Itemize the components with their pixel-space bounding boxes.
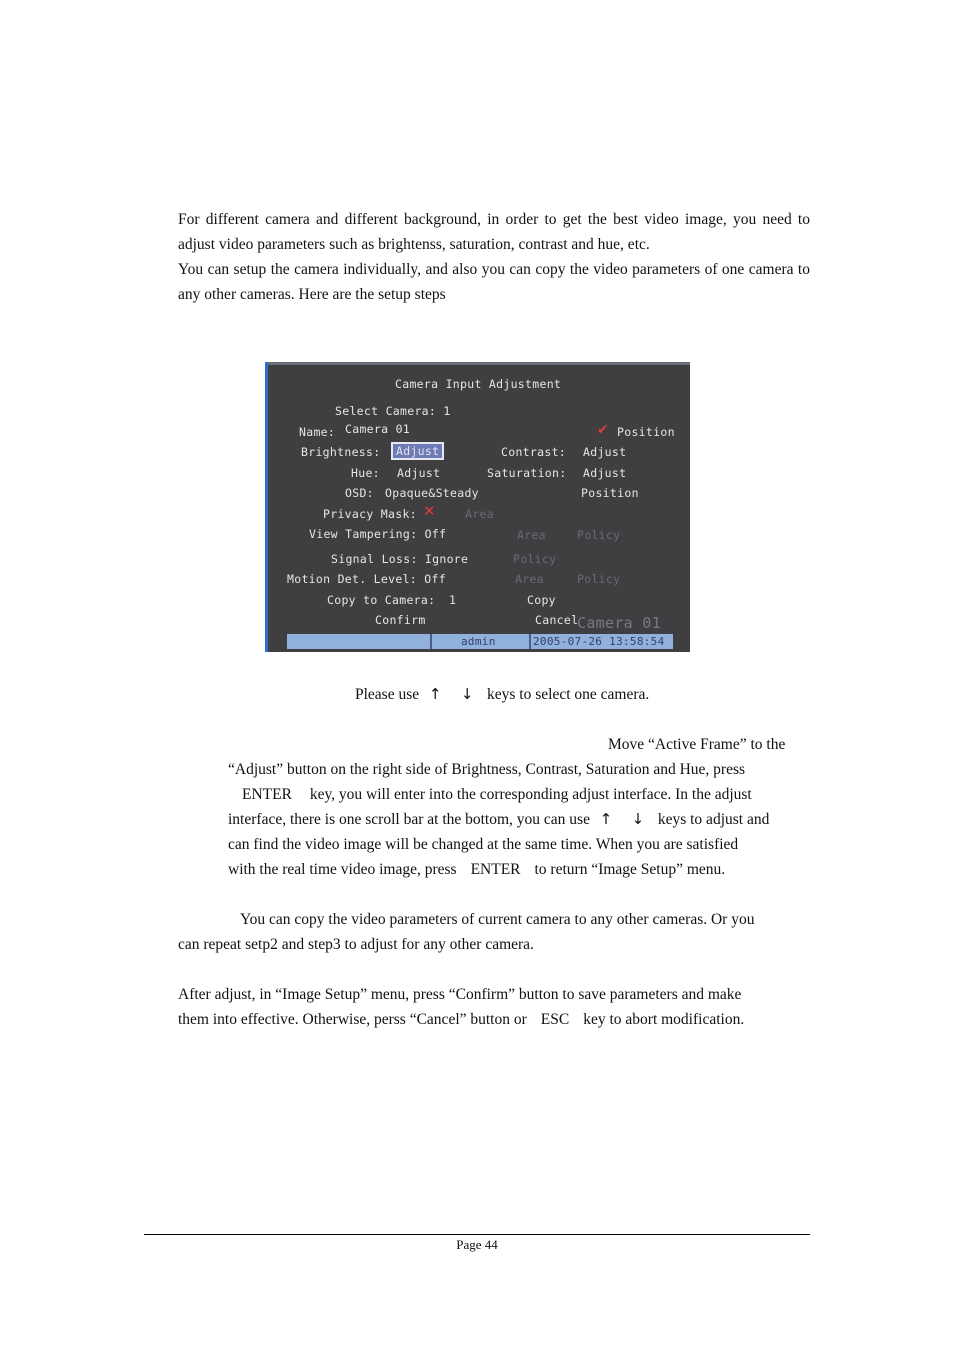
- check-icon[interactable]: ✔: [597, 422, 610, 438]
- tamper-area-button: Area: [517, 528, 546, 542]
- step4-line-2: them into effective. Otherwise, perss “Cancel” button or ESC key to abort modification.: [178, 1007, 810, 1032]
- cancel-button[interactable]: Cancel: [535, 613, 579, 627]
- signal-policy-button: Policy: [513, 552, 557, 566]
- name-value[interactable]: Camera 01: [345, 422, 411, 436]
- status-divider: [430, 634, 432, 649]
- saturation-label: Saturation:: [487, 466, 567, 480]
- osd-value[interactable]: Opaque&Steady: [385, 486, 479, 500]
- tamper-policy-button: Policy: [577, 528, 621, 542]
- step1-text: Please use ↑ ↓ keys to select one camera.: [355, 682, 755, 707]
- confirm-button[interactable]: Confirm: [375, 613, 426, 627]
- screen-top-bar: [265, 362, 690, 365]
- camera-input-adjustment-screenshot: [265, 362, 690, 652]
- step2-line-2: ENTER key, you will enter into the corresponding adjust interface. In the adjust: [228, 782, 810, 807]
- enter-key: ENTER: [242, 786, 292, 803]
- motion-det-label[interactable]: Motion Det. Level: Off: [287, 572, 446, 586]
- step3-line-1: You can copy the video parameters of current camera to any other cameras. Or you: [240, 911, 755, 928]
- view-tampering-label[interactable]: View Tampering: Off: [309, 527, 447, 541]
- status-time: 2005-07-26 13:58:54: [533, 635, 665, 648]
- step2-line-4: can find the video image will be changed at the same time. When you are satisfied: [228, 836, 739, 853]
- position-top-button[interactable]: Position: [617, 425, 675, 439]
- step4-line-1: After adjust, in “Image Setup” menu, press “Confirm” button to save parameters and make: [178, 986, 742, 1003]
- step2-first-line: Move “Active Frame” to the: [608, 736, 786, 753]
- copy-camera-value[interactable]: 1: [449, 593, 457, 607]
- step2-line-5: with the real time video image, press ENTER to return “Image Setup” menu.: [228, 857, 810, 882]
- motion-policy-button: Policy: [577, 572, 621, 586]
- motion-area-button: Area: [515, 572, 544, 586]
- status-divider: [529, 634, 531, 649]
- up-arrow-icon: ↑: [599, 810, 613, 828]
- contrast-label: Contrast:: [501, 445, 567, 459]
- camera-overlay-text: Camera 01: [577, 614, 661, 632]
- enter-key: ENTER: [470, 861, 521, 878]
- copy-to-camera-label: Copy to Camera:: [327, 593, 436, 607]
- saturation-adjust-button[interactable]: Adjust: [583, 466, 627, 480]
- hue-adjust-button[interactable]: Adjust: [397, 466, 441, 480]
- intro-paragraph-2: You can setup the camera individually, and also you can copy the video parameters of one camera to any other cameras. Here are the setup steps: [178, 261, 810, 303]
- step3-line-2: can repeat setp2 and step3 to adjust for any other camera.: [178, 936, 534, 953]
- up-arrow-icon: ↑: [428, 685, 442, 703]
- screen-left-bar: [265, 362, 268, 652]
- footer-rule: [144, 1234, 810, 1235]
- contrast-adjust-button[interactable]: Adjust: [583, 445, 627, 459]
- osd-label: OSD:: [345, 486, 374, 500]
- page-number: Page 44: [456, 1237, 498, 1252]
- copy-button[interactable]: Copy: [527, 593, 556, 607]
- esc-key: ESC: [540, 1011, 570, 1028]
- hue-label: Hue:: [351, 466, 380, 480]
- brightness-label: Brightness:: [301, 445, 381, 459]
- status-user: admin: [461, 635, 496, 648]
- cross-icon[interactable]: ✕: [423, 502, 436, 520]
- status-bar: [287, 634, 673, 649]
- name-label: Name:: [299, 425, 336, 439]
- privacy-area-button: Area: [465, 507, 494, 521]
- signal-loss-label[interactable]: Signal Loss: Ignore: [331, 552, 469, 566]
- down-arrow-icon: ↓: [631, 810, 645, 828]
- osd-position-button[interactable]: Position: [581, 486, 639, 500]
- step2-line-3: interface, there is one scroll bar at the bottom, you can use ↑ ↓ keys to adjust and: [228, 807, 810, 832]
- intro-paragraph-1: For different camera and different background, in order to get the best video image, you need to adjust video parameters such as brightenss, saturation, contrast and hue, etc.: [178, 211, 810, 253]
- privacy-mask-label: Privacy Mask:: [323, 507, 417, 521]
- down-arrow-icon: ↓: [460, 685, 474, 703]
- screen-title: Camera Input Adjustment: [395, 377, 562, 391]
- step2-line-1: “Adjust” button on the right side of Brightness, Contrast, Saturation and Hue, press: [228, 761, 746, 778]
- brightness-adjust-button[interactable]: Adjust: [391, 442, 444, 460]
- select-camera[interactable]: Select Camera: 1: [335, 404, 451, 418]
